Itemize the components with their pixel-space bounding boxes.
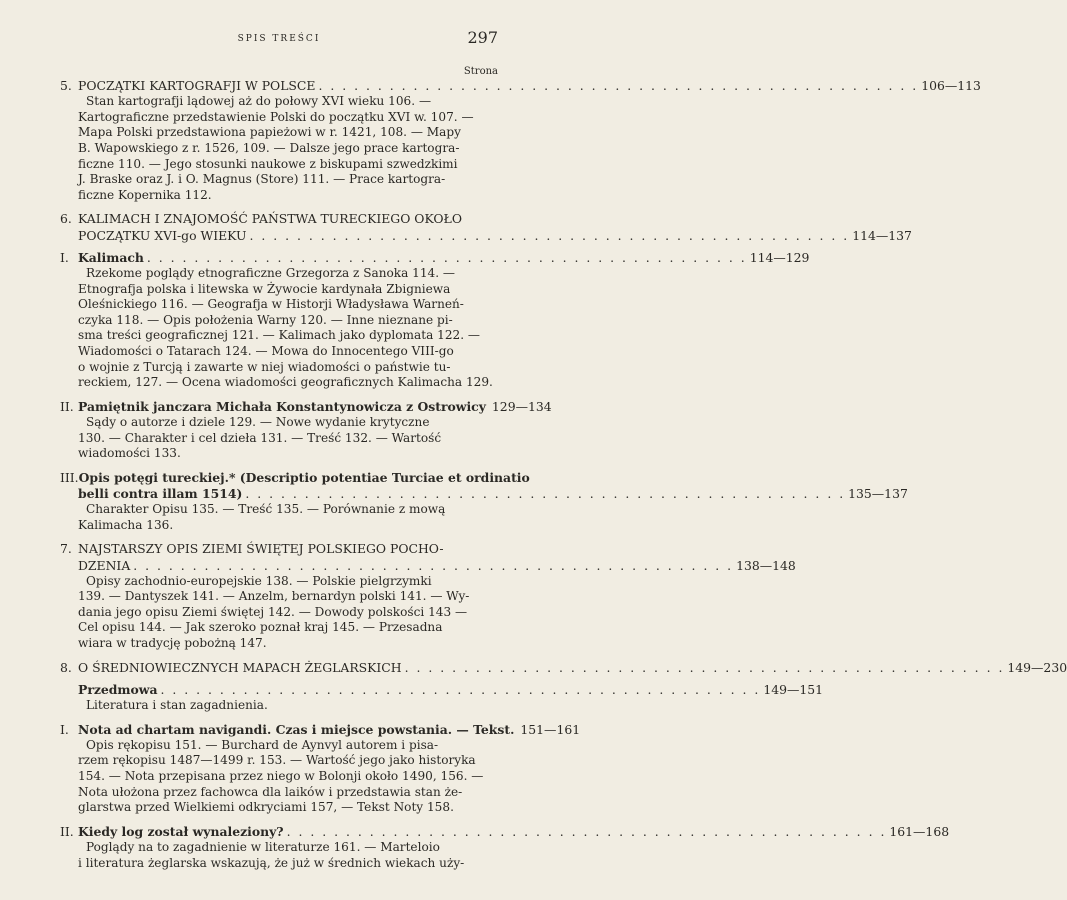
description-line: Cel opisu 144. — Jak szeroko poznał kraj 145. — Przesadna — [78, 620, 443, 635]
entry-pages: 149—151 — [763, 681, 824, 697]
description-line: Charakter Opisu 135. — Treść 135. — Porównanie z mową — [86, 502, 446, 517]
description-line: Nota ułożona przez fachowca dla laików i przedstawia stan że- — [78, 784, 463, 799]
toc-entry — [60, 541, 796, 651]
entry-number: III. — [60, 469, 79, 485]
leader-dots — [405, 660, 1005, 676]
toc-entry — [60, 823, 950, 871]
description-line: wiara w tradycję pobożną 147. — [78, 636, 267, 651]
entry-title: Kalimach — [78, 249, 144, 265]
entry-number: I. — [60, 721, 69, 737]
entry-description — [60, 698, 498, 714]
toc-entry — [60, 249, 810, 391]
entry-description — [60, 94, 498, 203]
entry-pages: 138—148 — [736, 557, 796, 573]
leader-dots — [147, 250, 747, 266]
spacer — [60, 462, 498, 470]
entry-pages: 161—168 — [889, 823, 950, 839]
description-line: J. Braske oraz J. i O. Magnus (Store) 111. — Prace kartogra- — [78, 172, 446, 187]
description-line: Etnografja polska i litewska w Żywocie kardynała Zbigniewa — [78, 281, 451, 296]
description-line: B. Wapowskiego z r. 1526, 109. — Dalsze jego prace kartogra- — [78, 140, 460, 155]
toc-entry — [60, 469, 908, 534]
leader-dots — [249, 228, 849, 244]
description-line: Mapa Polski przedstawiona papieżowi w r. 1421, 108. — Mapy — [78, 125, 461, 140]
description-line: Stan kartografji lądowej aż do połowy XVI wieku 106. — — [86, 94, 432, 109]
entry-title-line — [60, 211, 498, 227]
entry-number: I. — [60, 249, 69, 265]
description-line: 154. — Nota przepisana przez niego w Bolonji około 1490, 156. — — [78, 769, 484, 784]
entry-pages: 149—230 — [1007, 659, 1067, 675]
entry-title: O ŚREDNIOWIECZNYCH MAPACH ŻEGLARSKICH — [78, 659, 402, 675]
description-line: reckiem, 127. — Ocena wiadomości geograficznych Kalimacha 129. — [78, 375, 493, 390]
entry-pages: 129—134 — [491, 398, 552, 414]
entry-title-line — [60, 659, 1067, 676]
entry-pages: 114—137 — [852, 227, 912, 243]
description-line: czyka 118. — Opis położenia Warny 120. — Inne nieznane pi- — [78, 312, 453, 327]
entry-title-line — [60, 721, 581, 738]
entry-number: 6. — [60, 211, 72, 227]
entry-number: II. — [60, 398, 74, 414]
entry-number: 7. — [60, 541, 72, 557]
entry-title-line — [60, 227, 912, 244]
entry-description — [60, 840, 498, 871]
entry-number: 8. — [60, 659, 72, 675]
entry-title-line — [60, 541, 498, 557]
entry-pages: 114—129 — [749, 249, 810, 265]
spacer — [60, 714, 498, 722]
leader-dots — [245, 486, 845, 502]
description-line: Kalimacha 136. — [78, 517, 174, 532]
entry-description — [60, 502, 498, 533]
entry-title: POCZĄTKI KARTOGRAFJI W POLSCE — [78, 78, 316, 93]
description-line: Wiadomości o Tatarach 124. — Mowa do Innocentego VIII-go — [78, 343, 454, 358]
description-line: Sądy o autorze i dziele 129. — Nowe wydanie krytyczne — [86, 414, 430, 429]
toc-page — [60, 28, 1067, 871]
leader-dots — [133, 558, 733, 574]
description-line: Literatura i stan zagadnienia. — [86, 698, 268, 713]
entry-number: II. — [60, 823, 74, 839]
description-line: o wojnie z Turcją i zawarte w niej wiadomości o państwie tu- — [78, 359, 451, 374]
entry-title: belli contra illam 1514) — [78, 485, 243, 501]
entry-title: Kiedy log został wynaleziony? — [78, 823, 284, 839]
leader-dots — [318, 78, 918, 94]
entry-title-line — [60, 557, 796, 574]
spacer — [60, 391, 498, 399]
toc-entry — [60, 78, 981, 203]
description-line: Opis rękopisu 151. — Burchard de Aynvyl autorem i pisa- — [86, 737, 439, 752]
toc-entry — [60, 398, 552, 462]
description-line: glarstwa przed Wielkiemi odkryciami 157, — Tekst Noty 158. — [78, 800, 454, 815]
entry-title-line — [60, 469, 530, 486]
leader-dots — [161, 682, 761, 698]
entry-description — [60, 266, 498, 391]
leader-dots — [287, 824, 887, 840]
toc-list — [60, 78, 1067, 871]
entry-title: Przedmowa — [78, 681, 158, 697]
description-line: Poglądy na to zagadnienie w literaturze 161. — Marteloio — [86, 840, 440, 855]
entry-title: KALIMACH I ZNAJOMOŚĆ PAŃSTWA TURECKIEGO OKOŁO — [78, 211, 462, 227]
description-line: sma treści geograficznej 121. — Kalimach jako dyplomata 122. — — [78, 328, 480, 343]
description-line: dania jego opisu Ziemi świętej 142. — Dowody polskości 143 — — [78, 604, 468, 619]
description-line: 139. — Dantyszek 141. — Anzelm, bernardyn polski 141. — Wy- — [78, 589, 470, 604]
entry-description — [60, 574, 498, 652]
entry-description — [60, 415, 498, 462]
description-line: wiadomości 133. — [78, 446, 181, 461]
entry-title: Pamiętnik janczara Michała Konstantynowicza z Ostrowicy — [78, 398, 486, 414]
spacer — [60, 816, 498, 824]
entry-title: NAJSTARSZY OPIS ZIEMI ŚWIĘTEJ POLSKIEGO POCHO- — [78, 541, 444, 557]
description-line: rzem rękopisu 1487—1499 r. 153. — Wartość jego jako historyka — [78, 753, 476, 768]
entry-title-line — [60, 823, 950, 840]
toc-entry — [60, 721, 581, 816]
description-line: Rzekome poglądy etnograficzne Grzegorza z Sanoka 114. — — [86, 265, 456, 280]
page-header — [60, 28, 498, 58]
entry-number: 5. — [60, 78, 72, 93]
description-line: ficzne 110. — Jego stosunki naukowe z biskupami szwedzkimi — [78, 156, 458, 171]
description-line: Opisy zachodnio-europejskie 138. — Polskie pielgrzymki — [86, 573, 432, 588]
entry-pages: 106—113 — [921, 78, 981, 93]
toc-entry — [60, 659, 1067, 676]
entry-title-line — [60, 249, 810, 266]
entry-title-line — [60, 485, 908, 502]
toc-entry — [60, 211, 912, 243]
description-line: 130. — Charakter i cel dzieła 131. — Treść 132. — Wartość — [78, 430, 442, 445]
entry-description — [60, 738, 498, 816]
entry-title-line — [60, 681, 824, 698]
page-number: 297 — [467, 28, 498, 47]
spacer — [60, 652, 498, 660]
description-line: i literatura żeglarska wskazują, że już w średnich wiekach uży- — [78, 855, 465, 870]
entry-pages: 135—137 — [848, 485, 908, 501]
description-line: Kartograficzne przedstawienie Polski do początku XVI w. 107. — — [78, 109, 474, 124]
entry-title-line — [60, 78, 981, 94]
entry-title: DZENIA — [78, 557, 131, 573]
entry-title: Opis potęgi tureckiej.* (Descriptio potentiae Turciae et ordinatio — [78, 469, 530, 485]
description-line: Oleśnickiego 116. — Geografja w Historji Władysława Warneń- — [78, 297, 464, 312]
entry-title-line — [60, 398, 552, 415]
description-line: ficzne Kopernika 112. — [78, 187, 212, 202]
entry-title: Nota ad chartam navigandi. Czas i miejsce powstania. — Tekst. — [78, 721, 515, 737]
entry-pages: 151—161 — [520, 721, 581, 737]
running-title: SPIS TREŚCI — [237, 34, 321, 44]
entry-title: POCZĄTKU XVI-go WIEKU — [78, 227, 247, 243]
strona-label: Strona — [463, 66, 498, 77]
toc-entry — [60, 681, 824, 714]
